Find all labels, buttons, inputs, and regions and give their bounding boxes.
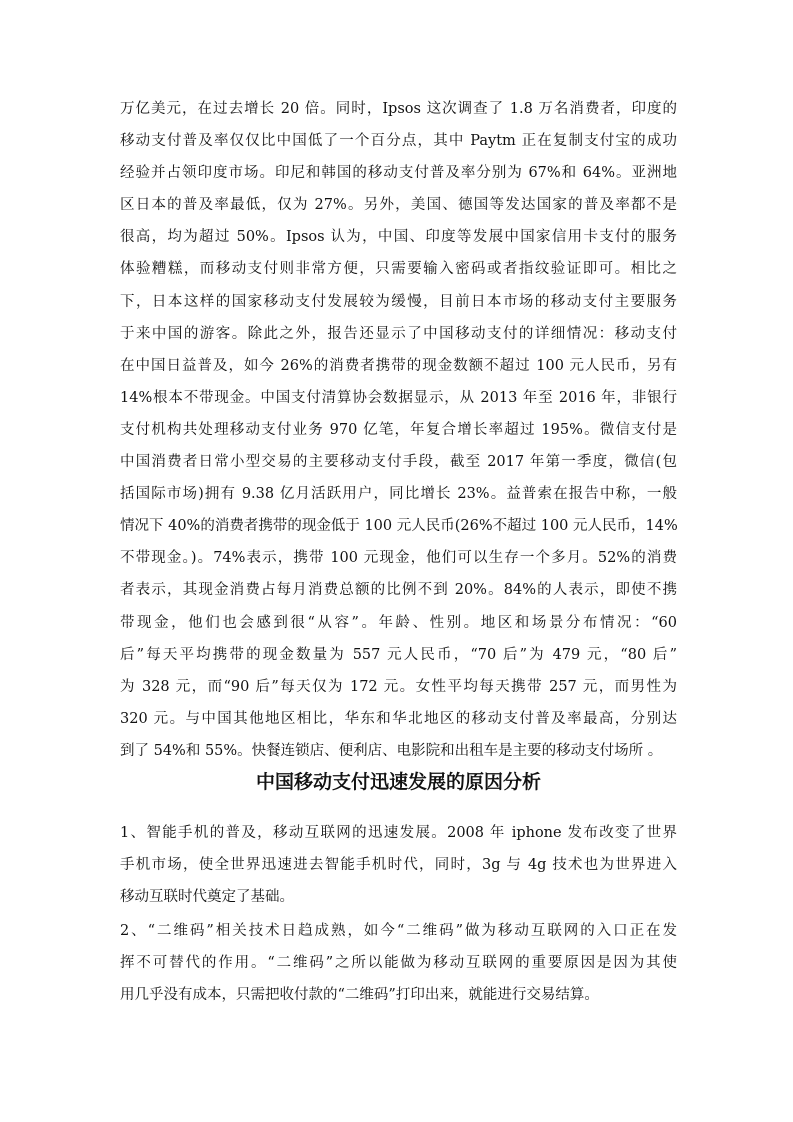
text-line: 区日本的普及率最低，仅为 27%。另外，美国、德国等发达国家的普及率都不是 [120, 197, 677, 214]
text-line: 括国际市场)拥有 9.38 亿月活跃用户，同比增长 23%。益普索在报告中称，一般 [120, 486, 677, 503]
text-line: 2、“二维码”相关技术日趋成熟，如今“二维码”做为移动互联网的入口正在发 [120, 923, 677, 939]
text-line: 中国消费者日常小型交易的主要移动支付手段，截至 2017 年第一季度，微信(包 [120, 454, 677, 471]
text-line: 在中国日益普及，如今 26%的消费者携带的现金数额不超过 100 元人民币，另有 [120, 357, 677, 374]
text-line: 情况下 40%的消费者携带的现金低于 100 元人民币(26%不超过 100 元人民币，14% [120, 518, 678, 535]
text-line: 不带现金。)。74%表示，携带 100 元现金，他们可以生存一个多月。52%的消费 [120, 550, 677, 567]
text-line: 移动互联时代奠定了基础。 [120, 889, 294, 906]
text-line: 者表示，其现金消费占每月消费总额的比例不到 20%。84%的人表示，即使不携 [120, 582, 677, 599]
point-2-paragraph [120, 915, 677, 1011]
text-line: 14%根本不带现金。中国支付清算协会数据显示，从 2013 年至 2016 年，非银行 [120, 389, 677, 406]
text-line: 手机市场，使全世界迅速进去智能手机时代，同时，3g 与 4g 技术也为世界进入 [120, 857, 677, 874]
text-line: 万亿美元，在过去增长 20 倍。同时，Ipsos 这次调查了 1.8 万名消费者，印度的 [120, 101, 677, 117]
text-line: 移动支付普及率仅仅比中国低了一个百分点，其中 Paytm 正在复制支付宝的成功 [120, 133, 677, 150]
text-line: 后”每天平均携带的现金数量为 557 元人民币，“70 后”为 479 元，“80 后” [120, 646, 677, 663]
body-paragraph [120, 93, 677, 767]
section-heading: 中国移动支付迅速发展的原因分析 [255, 771, 541, 793]
text-line: 1、智能手机的普及，移动互联网的迅速发展。2008 年 iphone 发布改变了世界 [120, 825, 677, 841]
text-line: 320 元。与中国其他地区相比，华东和华北地区的移动支付普及率最高，分别达 [120, 710, 677, 727]
text-line: 为 328 元，而“90 后”每天仅为 172 元。女性平均每天携带 257 元，而男性为 [120, 678, 677, 695]
text-line: 体验糟糕，而移动支付则非常方便，只需要输入密码或者指纹验证即可。相比之 [120, 261, 677, 278]
text-line: 挥不可替代的作用。“二维码”之所以能做为移动互联网的重要原因是因为其使 [120, 955, 677, 972]
text-line: 下，日本这样的国家移动支付发展较为缓慢，目前日本市场的移动支付主要服务 [120, 293, 677, 310]
text-line: 带现金，他们也会感到很“从容”。年龄、性别。地区和场景分布情况：“60 [120, 614, 677, 631]
text-line: 到了 54%和 55%。快餐连锁店、便利店、电影院和出租车是主要的移动支付场所 。 [120, 742, 663, 759]
text-line: 于来中国的游客。除此之外，报告还显示了中国移动支付的详细情况：移动支付 [120, 325, 677, 342]
text-line: 很高，均为超过 50%。Ipsos 认为，中国、印度等发展中国家信用卡支付的服务 [120, 229, 677, 246]
text-line: 经验并占领印度市场。印尼和韩国的移动支付普及率分别为 67%和 64%。亚洲地 [120, 165, 677, 182]
point-1-paragraph [120, 817, 677, 913]
text-line: 支付机构共处理移动支付业务 970 亿笔，年复合增长率超过 195%。微信支付是 [120, 421, 677, 438]
text-line: 用几乎没有成本，只需把收付款的“二维码”打印出来，就能进行交易结算。 [120, 987, 599, 1004]
